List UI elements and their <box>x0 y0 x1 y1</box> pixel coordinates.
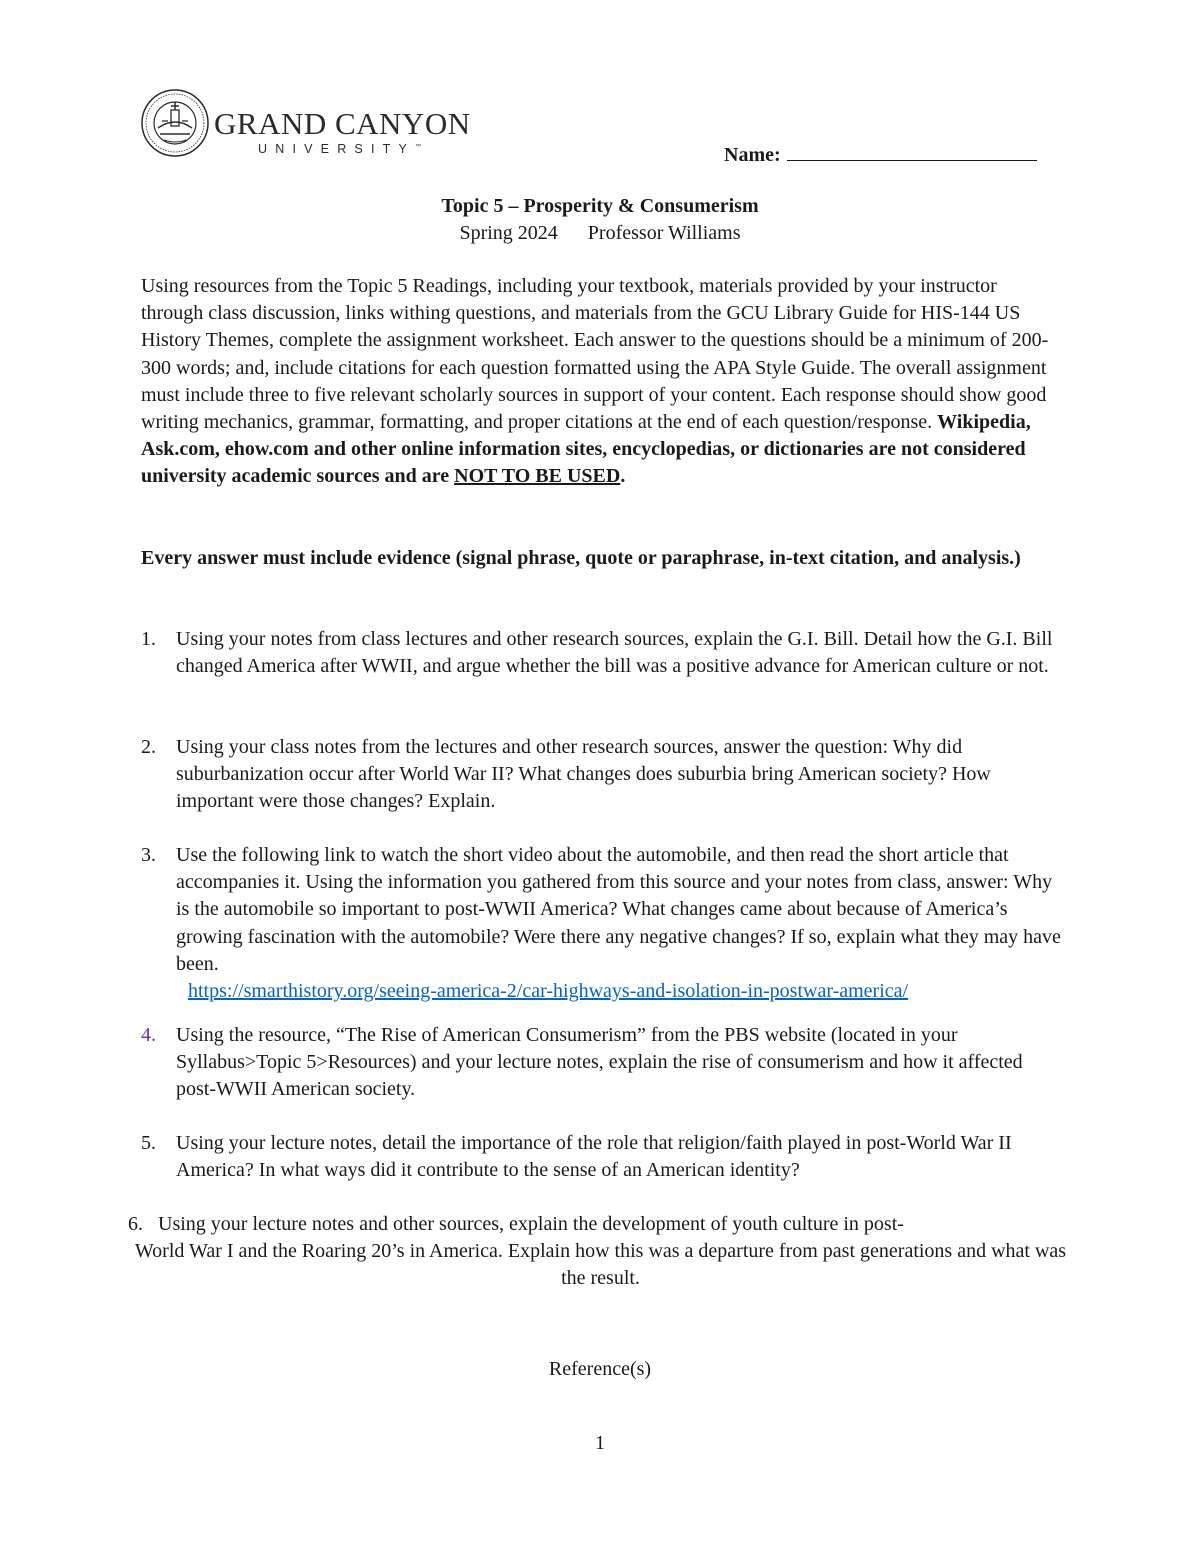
page-number: 1 <box>595 1432 605 1454</box>
logo-subtitle-text: UNIVERSITY <box>258 142 416 156</box>
question-number: 4. <box>141 1024 156 1046</box>
question-text: Using your notes from class lectures and other research sources, explain the G.I. Bill. Detail how the G.I. Bill changed America after WWII, and argue whether the bill was a positive advance for American culture or not. <box>176 628 1053 678</box>
smarthistory-link[interactable]: https://smarthistory.org/seeing-america-2/car-highways-and-isolation-in-postwar-america/ <box>188 980 909 1003</box>
instructions <box>141 273 1061 491</box>
source-warning-emphasis: NOT TO BE USED <box>454 465 621 488</box>
question-number: 6. <box>128 1213 143 1235</box>
question-6-first-line <box>128 1211 1073 1238</box>
question-text: Using your lecture notes, detail the importance of the role that religion/faith played in post-World War II America? In what ways did it contribute to the sense of an American identity? <box>176 1132 1012 1182</box>
source-warning-text: Wikipedia, Ask.com, ehow.com and other online information sites, encyclopedias, or dictionaries are not considered university academic sources and are <box>141 411 1031 488</box>
question-4 <box>141 1022 1061 1104</box>
page-subtitle: Spring 2024 Professor Williams <box>459 222 741 244</box>
name-field <box>724 142 1037 167</box>
instructions-text <box>141 273 1061 491</box>
question-5 <box>141 1130 1061 1184</box>
logo-subtitle <box>258 143 421 156</box>
logo-trademark: ™ <box>415 143 422 150</box>
question-2 <box>141 734 1061 816</box>
question-text: Using your lecture notes and other sources, explain the development of youth culture in post- <box>158 1213 904 1235</box>
instructions-body: Using resources from the Topic 5 Readings, including your textbook, materials provided by your instructor through class discussion, links withing questions, and materials from the GCU Library Guide for HIS-144 US History Themes, complete the assignment worksheet. Each answer to the questions should be a minimum of 200-300 words; and, include citations for each question formatted using the APA Style Guide. The overall assignment must include three to five relevant scholarly sources in support of your content. Each response should show good writing mechanics, grammar, formatting, and proper citations at the end of each question/response. <box>141 275 1049 434</box>
question-3 <box>141 842 1061 1005</box>
question-text: Use the following link to watch the short video about the automobile, and then read the short article that accompanies it. Using the information you gathered from this source and your notes from class, answer: Why is the automobile so important to post-WWII America? What changes came about because of America’s growing fascination with the automobile? Were there any negative changes? If so, explain what they may have been. <box>176 844 1061 975</box>
name-blank-line <box>787 142 1037 161</box>
source-warning-end: . <box>620 465 626 488</box>
question-6-continuation: World War I and the Roaring 20’s in America. Explain how this was a departure from past generations and what was the result. <box>134 1240 1067 1290</box>
question-number: 3. <box>141 844 156 866</box>
question-1 <box>141 626 1061 680</box>
question-text-block <box>176 842 1061 1005</box>
logo-wordmark: GRAND CANYON <box>214 106 471 141</box>
university-logo <box>140 88 471 160</box>
references-heading: Reference(s) <box>548 1358 652 1380</box>
evidence-requirement: Every answer must include evidence (signal phrase, quote or paraphrase, in-text citation, and analysis.) <box>141 547 1021 569</box>
question-text: Using your class notes from the lectures and other research sources, answer the question: Why did suburbanization occur after World War II? What changes does suburbia bring American society? How important were those changes? Explain. <box>176 736 991 813</box>
university-seal-icon <box>140 88 210 158</box>
question-6 <box>128 1211 1073 1293</box>
question-number: 2. <box>141 736 156 758</box>
question-number: 1. <box>141 628 156 650</box>
name-label: Name: <box>724 144 781 166</box>
page-title: Topic 5 – Prosperity & Consumerism <box>441 195 759 217</box>
question-number: 5. <box>141 1132 156 1154</box>
question-text: Using the resource, “The Rise of American Consumerism” from the PBS website (located in your Syllabus>Topic 5>Resources) and your lecture notes, explain the rise of consumerism and how it affected post-WWII American society. <box>176 1024 1023 1101</box>
